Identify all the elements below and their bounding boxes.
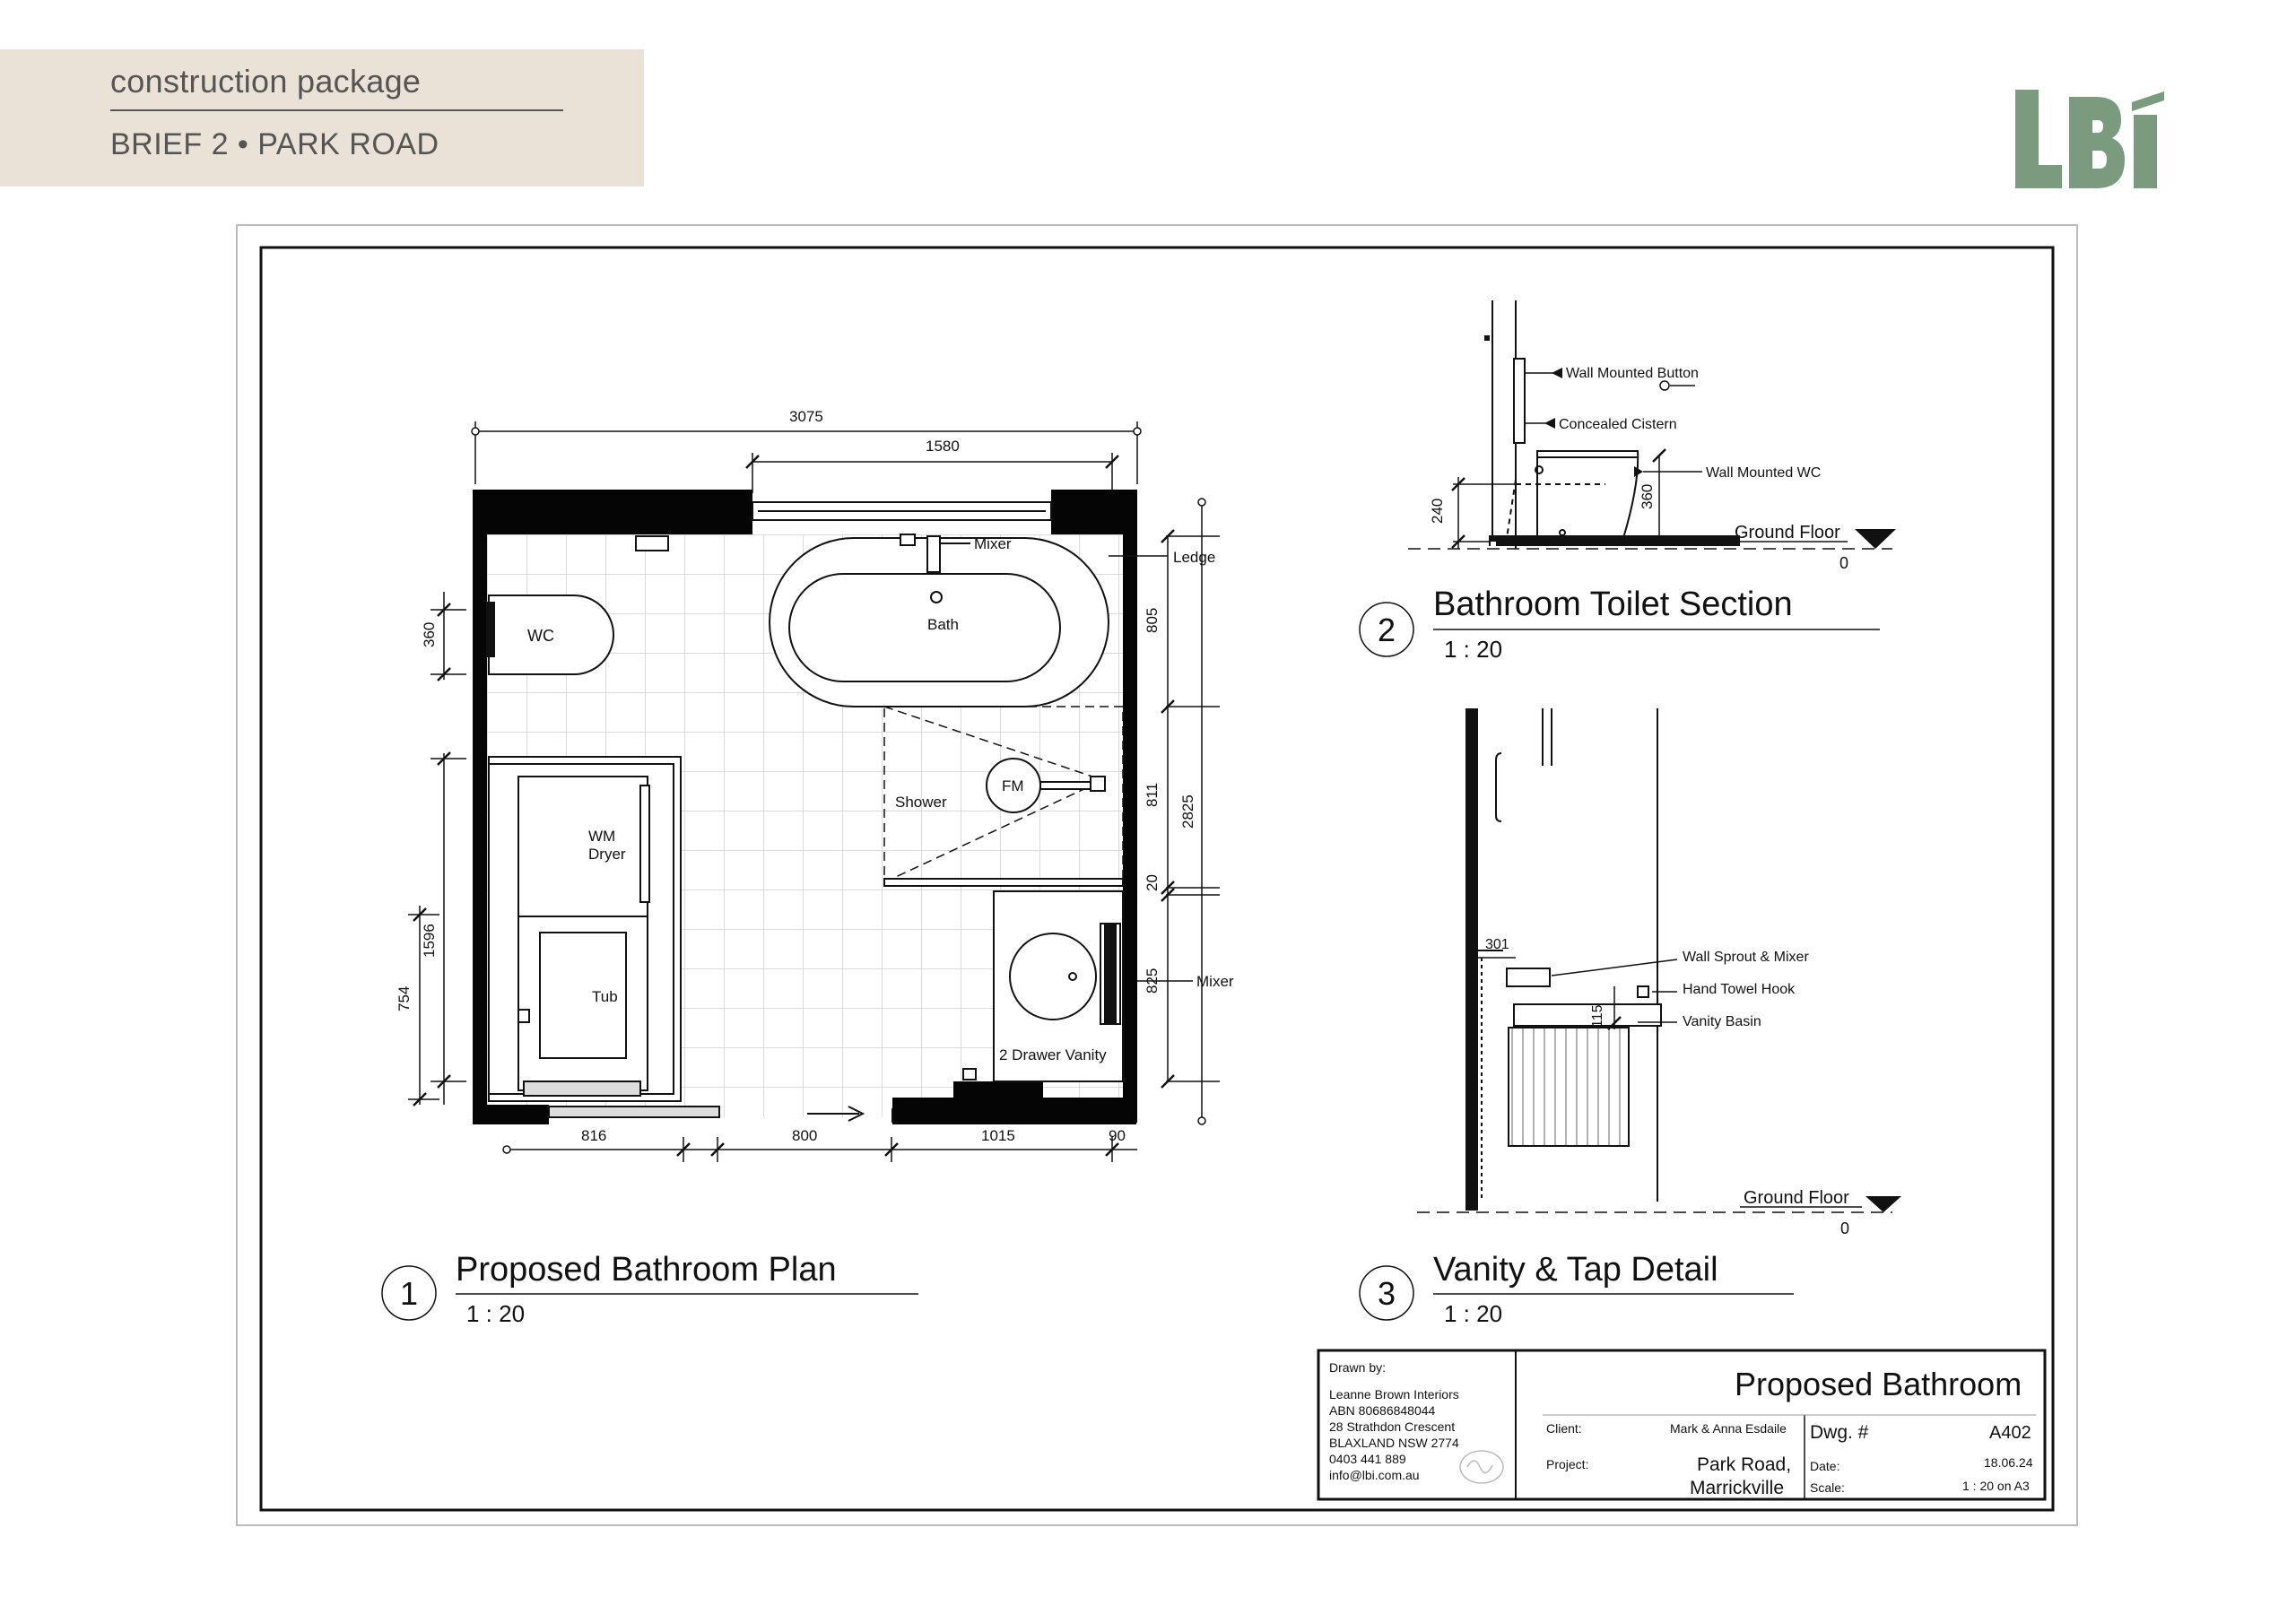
dim-bottom-800: 800 (792, 1127, 818, 1144)
project-label: Project: (1546, 1457, 1589, 1471)
drawn-by-label: Drawn by: (1329, 1360, 1387, 1375)
dim-right-20: 20 (1144, 874, 1161, 891)
toilet-section (1408, 300, 1896, 572)
vanity-floor-label: Ground Floor (1744, 1188, 1849, 1208)
basin-label: Vanity Basin (1683, 1014, 1761, 1029)
wm-label: WM (588, 828, 616, 845)
vanity-detail-number: 3 (1378, 1275, 1396, 1312)
plan-scale: 1 : 20 (466, 1300, 526, 1327)
fm-label: FM (1002, 777, 1024, 794)
vanity-detail (1417, 708, 1901, 1237)
scale-value: 1 : 20 on A3 (1962, 1479, 2030, 1493)
vanity-detail-scale: 1 : 20 (1444, 1300, 1503, 1327)
package-title: construction package (110, 63, 422, 100)
plan-title: Proposed Bathroom Plan (456, 1251, 837, 1289)
project-line-1: Park Road, (1697, 1454, 1792, 1475)
dim-left-360: 360 (421, 621, 438, 647)
cistern-label: Concealed Cistern (1559, 417, 1677, 432)
vanity-label: 2 Drawer Vanity (999, 1046, 1107, 1063)
scale-label: Scale: (1810, 1480, 1845, 1495)
dim-bottom-1015: 1015 (981, 1127, 1015, 1144)
dim-bottom-816: 816 (581, 1127, 607, 1144)
dim-360-section: 360 (1639, 483, 1656, 509)
company-abn: ABN 80686848044 (1329, 1403, 1436, 1418)
wc-section-label: Wall Mounted WC (1706, 465, 1822, 481)
date-label: Date: (1810, 1459, 1840, 1473)
client-name: Mark & Anna Esdaile (1670, 1421, 1787, 1436)
date-value: 18.06.24 (1984, 1455, 2033, 1470)
button-label: Wall Mounted Button (1566, 366, 1699, 381)
brief-subtitle: BRIEF 2 • PARK ROAD (110, 127, 439, 161)
dim-top-overall: 3075 (789, 408, 823, 425)
dim-240: 240 (1429, 498, 1446, 524)
laundry-cabinet (489, 757, 681, 1101)
drawing-title: Proposed Bathroom (1735, 1366, 2022, 1402)
dwg-number: A402 (1989, 1423, 2031, 1443)
toilet-section-title-text: Bathroom Toilet Section (1433, 586, 1793, 623)
vanity-floor-level: 0 (1840, 1219, 1850, 1237)
toilet-floor-slab (1489, 535, 1740, 546)
hook-label: Hand Towel Hook (1683, 982, 1796, 997)
ledge-label: Ledge (1173, 549, 1216, 566)
plan-title-block (382, 1251, 918, 1327)
dwg-label: Dwg. # (1810, 1422, 1869, 1443)
plan-window (752, 502, 1051, 520)
vanity-detail-title-text: Vanity & Tap Detail (1433, 1251, 1718, 1289)
vanity-detail-title (1360, 1251, 1794, 1327)
bath-mixer-label: Mixer (974, 535, 1012, 552)
dim-right-811: 811 (1144, 782, 1161, 807)
address-line-2: BLAXLAND NSW 2774 (1329, 1436, 1459, 1450)
dim-left-754: 754 (396, 985, 413, 1011)
dim-bottom-90: 90 (1109, 1127, 1126, 1144)
dim-301: 301 (1485, 937, 1509, 952)
wc-label: WC (527, 627, 554, 645)
vanity-mixer-label: Mixer (1196, 973, 1234, 990)
dim-left-1596: 1596 (421, 924, 438, 958)
dim-top-window: 1580 (926, 438, 960, 455)
dryer-label: Dryer (588, 846, 626, 863)
shower-label: Shower (895, 794, 947, 811)
toilet-section-number: 2 (1378, 612, 1396, 648)
toilet-section-title (1360, 586, 1880, 663)
client-label: Client: (1546, 1421, 1582, 1436)
dim-right-805: 805 (1144, 607, 1161, 633)
project-line-2: Marrickville (1690, 1478, 1784, 1498)
bathroom-plan (396, 408, 1234, 1162)
title-block (1318, 1350, 2045, 1499)
plan-number: 1 (400, 1275, 419, 1312)
toilet-floor-label: Ground Floor (1735, 523, 1840, 542)
toilet-floor-level: 0 (1839, 554, 1849, 572)
dim-right-overall: 2825 (1179, 794, 1196, 829)
tub-label: Tub (592, 988, 618, 1005)
company-name: Leanne Brown Interiors (1329, 1387, 1459, 1402)
dim-115: 115 (1590, 1004, 1605, 1028)
sprout-label: Wall Sprout & Mixer (1683, 950, 1809, 965)
toilet-section-scale: 1 : 20 (1444, 636, 1503, 663)
address-line-1: 28 Strathdon Crescent (1329, 1419, 1456, 1434)
dim-right-825: 825 (1144, 968, 1161, 994)
phone-number: 0403 441 889 (1329, 1452, 1406, 1466)
email-address: info@lbi.com.au (1329, 1468, 1420, 1482)
bath-label: Bath (927, 616, 959, 633)
